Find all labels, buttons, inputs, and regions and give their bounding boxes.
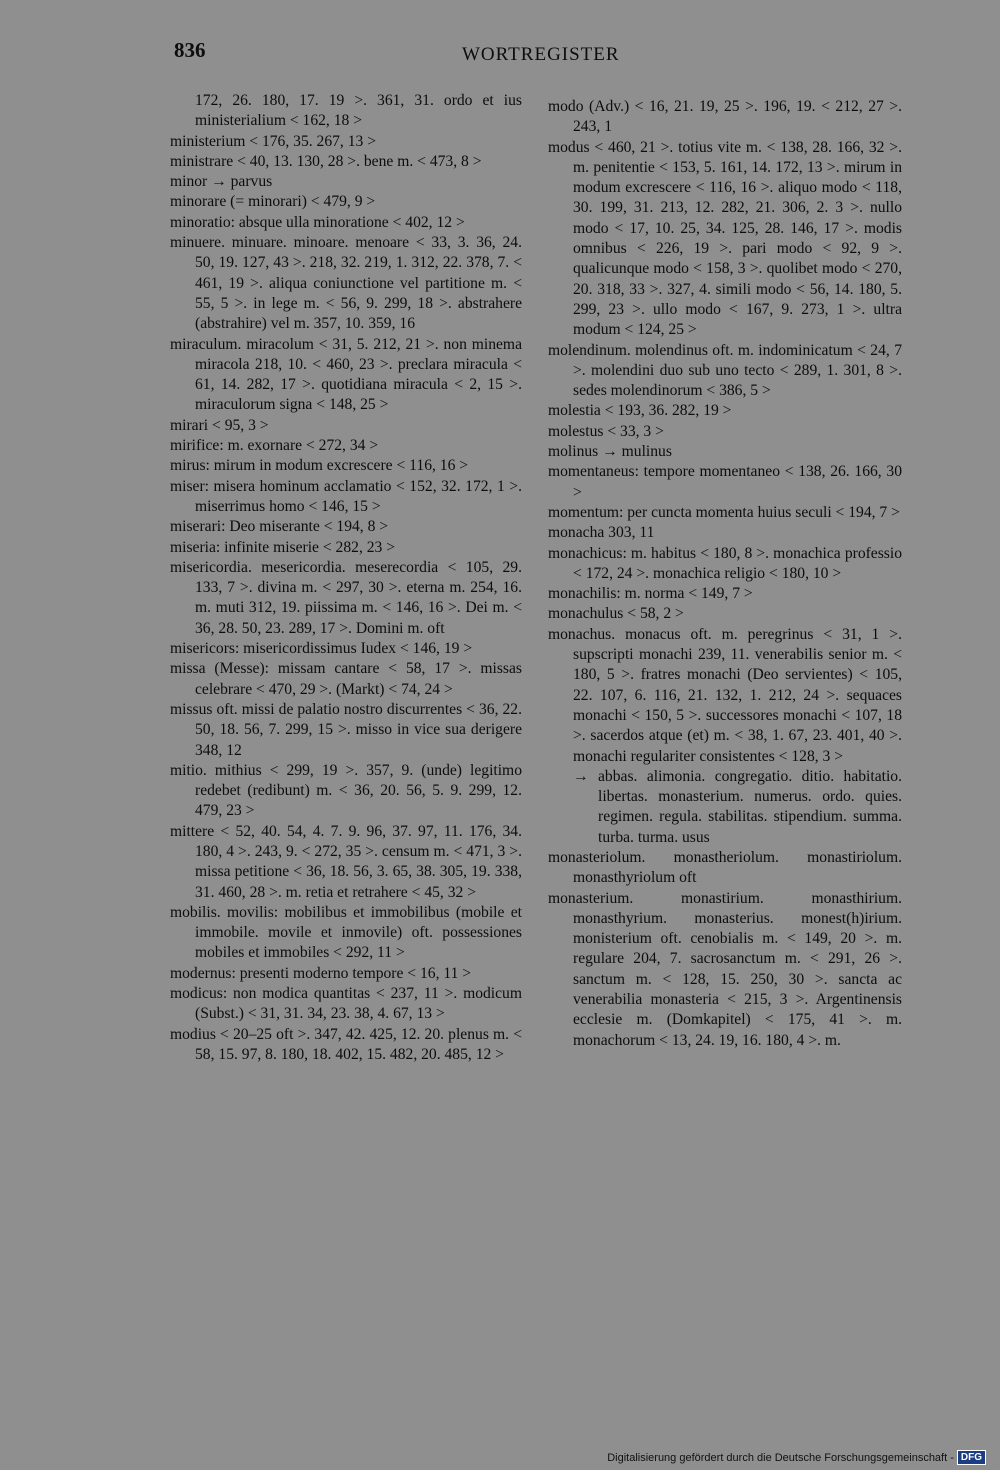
index-entry: minoratio: absque ulla minoratione < 402, 12 > bbox=[170, 213, 465, 231]
index-entry: mobilis. movilis: mobilibus et immobilibus (mobile et immobile. movile et inmovile) oft. possessiones mobiles et immobiles < 292, 11 > bbox=[170, 903, 522, 962]
index-entry: miraculum. miracolum < 31, 5. 212, 21 >. non minema miracola 218, 10. < 460, 23 >. preclara miracula < 61, 14. 282, 17 >. quotidiana miracula < 2, 15 >. miraculorum signa < 148, 25 > bbox=[170, 335, 522, 414]
index-entry: ministerium < 176, 35. 267, 13 > bbox=[170, 132, 377, 150]
index-entry: molestus < 33, 3 > bbox=[548, 422, 664, 440]
dfg-logo: DFG bbox=[957, 1450, 986, 1465]
index-entry: modernus: presenti moderno tempore < 16, 11 > bbox=[170, 964, 472, 982]
footer-text: Digitalisierung gefördert durch die Deutsche Forschungsgemeinschaft - bbox=[607, 1451, 954, 1464]
index-entry: minorare (= minorari) < 479, 9 > bbox=[170, 193, 376, 211]
index-entry: monachilis: m. norma < 149, 7 > bbox=[548, 585, 753, 603]
index-entry: 172, 26. 180, 17. 19 >. 361, 31. ordo et ius ministerialium < 162, 18 > bbox=[195, 92, 522, 130]
index-entry: mittere < 52, 40. 54, 4. 7. 9. 96, 37. 97, 11. 176, 34. 180, 4 >. 243, 9. < 272, 35 >. censum m. < 471, 3 >. missa petitione < 36, 18. 56, 3. 65, 38. 305, 19. 338, 31. 460, 28 >. m. retia et retrahere < 45, 32 > bbox=[170, 822, 522, 901]
index-entry: mirus: mirum in modum excrescere < 116, 16 > bbox=[170, 457, 469, 475]
index-entry: mirifice: m. exornare < 272, 34 > bbox=[170, 437, 379, 455]
funding-footer bbox=[607, 1450, 986, 1465]
index-entry: miseria: infinite miserie < 282, 23 > bbox=[170, 538, 396, 556]
index-entry: monachulus < 58, 2 > bbox=[548, 605, 684, 623]
index-entry: miserari: Deo miserante < 194, 8 > bbox=[170, 518, 389, 536]
index-entry: monachus. monacus oft. m. peregrinus < 31, 1 >. supscripti monachi 239, 11. venerabilis senior m. < 180, 5 >. fratres monachi (Deo servientes) < 105, 22. 107, 6. 116, 21. 132, 1. 212, 24 >. sequaces monachi < 150, 5 >. successores monachi < 107, 18 >. sacerdos atque (et) m. < 38, 1. 67, 23. 401, 40 >. monachi regulariter consistentes < 128, 3 > bbox=[548, 625, 902, 765]
index-entry: minuere. minuare. minoare. menoare < 33, 3. 36, 24. 50, 19. 127, 43 >. 218, 32. 219, 1. 312, 22. 378, 7. < 461, 19 >. aliqua coniunctione vel partitione m. < 55, 5 >. in lege m. < 56, 9. 299, 18 >. abstrahere (abstrahire) vel m. 357, 10. 359, 16 bbox=[170, 234, 522, 333]
index-entry: molinus → mulinus bbox=[548, 443, 672, 461]
index-entry: monasteriolum. monastheriolum. monastiriolum. monasthyriolum oft bbox=[548, 848, 902, 887]
index-entry: → abbas. alimonia. congregatio. ditio. habitatio. libertas. monasterium. numerus. ordo. quies. regimen. regula. stabilitas. stipendium. summa. turba. turma. usus bbox=[573, 767, 902, 846]
index-entry: mitio. mithius < 299, 19 >. 357, 9. (unde) legitimo redebet (redibunt) m. < 36, 20. 56, 5. 9. 299, 12. 479, 23 > bbox=[170, 761, 522, 820]
index-entry: modius < 20–25 oft >. 347, 42. 425, 12. 20. plenus m. < 58, 15. 97, 8. 180, 18. 402, 15. 482, 20. 485, 12 > bbox=[170, 1025, 522, 1063]
index-entry: molendinum. molendinus oft. m. indominicatum < 24, 7 >. molendini duo sub uno tecto < 289, 1. 301, 8 >. sedes molendinorum < 386, 5 > bbox=[548, 341, 902, 400]
index-entry: mirari < 95, 3 > bbox=[170, 416, 269, 434]
index-entry: ministrare < 40, 13. 130, 28 >. bene m. < 473, 8 > bbox=[170, 152, 482, 170]
index-entry: momentaneus: tempore momentaneo < 138, 26. 166, 30 > bbox=[548, 463, 902, 501]
left-column bbox=[170, 91, 522, 1065]
index-entry: minor → parvus bbox=[170, 173, 273, 191]
index-entry: missus oft. missi de palatio nostro discurrentes < 36, 22. 50, 18. 56, 7. 299, 15 >. misso in vice sua derigere 348, 12 bbox=[170, 700, 522, 759]
index-entry: monachicus: m. habitus < 180, 8 >. monachica professio < 172, 24 >. monachica religio < 180, 10 > bbox=[548, 544, 902, 582]
index-entry: modicus: non modica quantitas < 237, 11 >. modicum (Subst.) < 31, 31. 34, 23. 38, 4. 67, 13 > bbox=[170, 985, 522, 1023]
page-number: 836 bbox=[174, 38, 206, 62]
index-entry: monacha 303, 11 bbox=[548, 524, 655, 542]
running-head: WORTREGISTER bbox=[462, 44, 620, 65]
index-entry: miser: misera hominum acclamatio < 152, 32. 172, 1 >. miserrimus homo < 146, 15 > bbox=[170, 477, 522, 515]
index-entry: monasterium. monastirium. monasthirium. monasthyrium. monasterius. monest(h)irium. monisterium oft. cenobialis m. < 149, 20 >. m. regulare 204, 7. sacrosanctum m. < 291, 26 >. sanctum m. < 128, 15. 250, 30 >. sancta ac venerabilia monasteria < 215, 3 >. Argentinensis ecclesie m. (Domkapitel) < 175, 41 >. m. monachorum < 13, 24. 19, 16. 180, 4 >. m. bbox=[548, 889, 902, 1049]
right-column bbox=[548, 97, 902, 1051]
index-entry: modus < 460, 21 >. totius vite m. < 138, 28. 166, 32 >. m. penitentie < 153, 5. 161, 14. 172, 13 >. mirum in modum excrescere < 116, 16 >. aliquo modo < 118, 30. 199, 31. 213, 12. 282, 21. 306, 2. 3 >. nullo modo < 17, 10. 25, 34. 125, 28. 146, 17 >. modis omnibus < 226, 19 >. pari modo < 92, 9 >. qualicunque modo < 158, 3 >. quolibet modo < 270, 20. 318, 33 >. 327, 4. simili modo < 56, 14. 180, 5. 299, 23 >. ullo modo < 167, 9. 273, 1 >. ultra modum < 124, 25 > bbox=[548, 138, 902, 339]
index-entry: misericordia. mesericordia. meserecordia < 105, 29. 133, 7 >. divina m. < 297, 30 >. eterna m. 254, 16. m. muti 312, 19. piissima m. < 146, 16 >. Dei m. < 36, 28. 50, 23. 289, 17 >. Domini m. oft bbox=[170, 558, 522, 637]
index-entry: misericors: misericordissimus Iudex < 146, 19 > bbox=[170, 640, 473, 658]
index-entry: modo (Adv.) < 16, 21. 19, 25 >. 196, 19. < 212, 27 >. 243, 1 bbox=[548, 98, 902, 136]
index-entry: momentum: per cuncta momenta huius seculi < 194, 7 > bbox=[548, 503, 900, 521]
index-entry: missa (Messe): missam cantare < 58, 17 >. missas celebrare < 470, 29 >. (Markt) < 74, 24 > bbox=[170, 660, 522, 698]
index-entry: molestia < 193, 36. 282, 19 > bbox=[548, 402, 732, 420]
